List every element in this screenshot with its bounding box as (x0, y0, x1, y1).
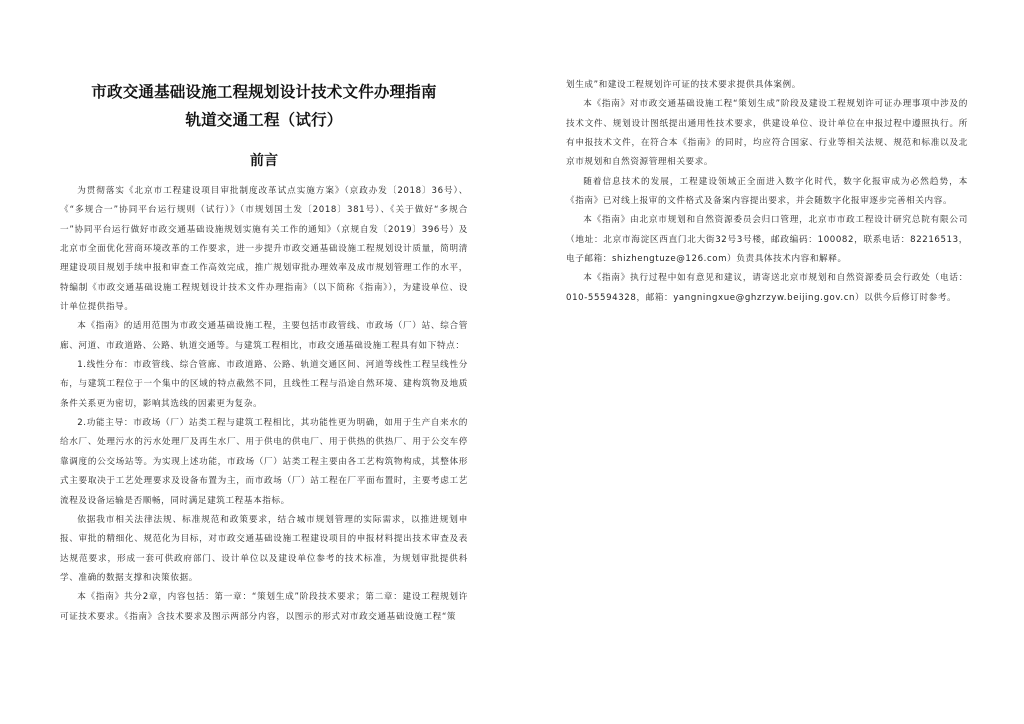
paragraph: 为贯彻落实《北京市工程建设项目审批制度改革试点实施方案》（京政办发〔2018〕36号）、《“多规合一”协同平台运行规则（试行）》（市规划国土发〔2018〕381号）、《关于做好“多规合一”协同平台运行做好市政交通基础设施规划实施有关工作的通知》（京规自发〔2019〕396号）及北京市全面优化营商环境改革的工作要求，进一步提升市政交通基础设施工程规划设计质量，简明清理建设项目规划手续申报和审查工作高效完成，推广规划审批办理效率及成市规划管理工作的水平，特编制《市政交通基础设施工程规划设计技术文件办理指南》（以下简称《指南》），为建设单位、设计单位提供指导。 (60, 186, 468, 313)
left-body-text (60, 182, 468, 627)
paragraph: 本《指南》对市政交通基础设施工程“策划生成”阶段及建设工程规划许可证办理事项中涉及的技术文件、规划设计图纸提出通用性技术要求，供建设单位、设计单位在申报过程中遵照执行。所有申报技术文件，在符合本《指南》的同时，均应符合国家、行业等相关法规、规范和标准以及北京市规划和自然资源管理相关要求。 (566, 99, 968, 168)
right-body-text (566, 76, 968, 308)
paragraph: 1.线性分布：市政管线、综合管廊、市政道路、公路、轨道交通区间、河道等线性工程呈线性分布，与建筑工程位于一个集中的区域的特点截然不同，且线性工程与沿途自然环境、建构筑物及地质条件关系更为密切，影响其选线的因素更为复杂。 (60, 360, 468, 409)
paragraph: 本《指南》共分2章，内容包括：第一章：“策划生成”阶段技术要求；第二章：建设工程规划许可证技术要求。《指南》含技术要求及图示两部分内容，以图示的形式对市政交通基础设施工程“策 (60, 592, 468, 622)
paragraph: 本《指南》由北京市规划和自然资源委员会归口管理，北京市市政工程设计研究总院有限公司（地址：北京市海淀区西直门北大街32号3号楼，邮政编码：100082，联系电话：82216513，电子邮箱：shizhengtuze@126.com）负责具体技术内容和解释。 (566, 215, 968, 265)
paragraph: 随着信息技术的发展，工程建设领域正全面进入数字化时代，数字化报审成为必然趋势，本《指南》已对线上报审的文件格式及备案内容提出要求，并会随数字化报审逐步完善相关内容。 (566, 176, 968, 207)
paragraph: 本《指南》执行过程中如有意见和建议，请寄送北京市规划和自然资源委员会行政处（电话：010-55594328，邮箱：yangningxue@ghzrzyw.beijing.gov.cn）以供今后修订时参考。 (566, 273, 968, 303)
paragraph: 本《指南》的适用范围为市政交通基础设施工程，主要包括市政管线、市政场（厂）站、综合管廊、河道、市政道路、公路、轨道交通等。与建筑工程相比，市政交通基础设施工程具有如下特点： (60, 321, 468, 351)
paragraph: 依据我市相关法律法规、标准规范和政策要求，结合城市规划管理的实际需求，以推进规划申报、审批的精细化、规范化为目标，对市政交通基础设施工程建设项目的申报材料提出技术审查及表达规范要求，形成一套可供政府部门、设计单位以及建设单位参考的技术标准，为规划审批提供科学、准确的数据支撑和决策依据。 (60, 514, 468, 583)
section-heading: 前言 (250, 153, 278, 169)
document-title: 市政交通基础设施工程规划设计技术文件办理指南 (91, 83, 437, 101)
document-subtitle: 轨道交通工程（试行） (185, 111, 343, 129)
paragraph: 2.功能主导：市政场（厂）站类工程与建筑工程相比，其功能性更为明确，如用于生产自来水的给水厂、处理污水的污水处理厂及再生水厂、用于供电的供电厂、用于供热的供热厂、用于公交车停靠调度的公交场站等。为实现上述功能，市政场（厂）站类工程主要由各工艺构筑物构成，其整体形式主要取决于工艺处理要求及设备布置为主，而市政场（厂）站工程在厂平面布置时，主要考虑工艺流程及设备运输是否顺畅，同时满足建筑工程基本指标。 (60, 418, 468, 506)
paragraph-continuation: 划生成”和建设工程规划许可证的技术要求提供具体案例。 (566, 80, 801, 90)
